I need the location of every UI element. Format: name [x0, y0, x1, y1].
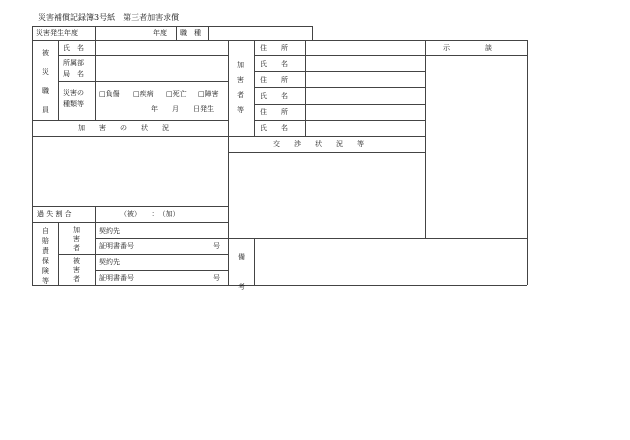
check-disability[interactable]: □障害 — [198, 90, 219, 98]
assailant-row-2: 氏 名 — [260, 60, 288, 68]
assailant-fields[interactable] — [307, 41, 423, 135]
assailant-contract-label: 契約先 — [99, 227, 120, 235]
form-title: 災害補償記録簿3号紙 第三者加害求償 — [38, 13, 180, 22]
dept-field[interactable] — [97, 56, 226, 80]
negotiation-label: 交 渉 状 況 等 — [273, 140, 364, 148]
occupation-label: 職 種 — [180, 29, 201, 37]
assailant-cert-label: 証明書番号 — [99, 242, 134, 250]
assailant-row-1: 住 所 — [260, 44, 288, 52]
insurance-side-label: 自賠責保険等 — [42, 227, 49, 285]
insurance-victim-label: 被害者 — [73, 257, 80, 283]
assailant-row-4: 氏 名 — [260, 92, 288, 100]
fault-ratio-label: 過 失 割 合 — [37, 210, 72, 218]
check-injury[interactable]: □負傷 — [99, 90, 120, 98]
occupation-field[interactable] — [210, 27, 310, 39]
disaster-year-field[interactable] — [97, 27, 152, 39]
dept-label-2: 局 名 — [63, 70, 84, 78]
check-illness[interactable]: □疾病 — [133, 90, 154, 98]
assailant-side-label: 加害者等 — [237, 61, 244, 114]
insurance-assailant-label: 加害者 — [73, 226, 80, 252]
victim-cert-label: 証明書番号 — [99, 274, 134, 282]
assailant-row-5: 住 所 — [260, 108, 288, 116]
victim-side-label: 被災職員 — [42, 49, 49, 114]
harm-status-label: 加 害 の 状 況 — [78, 124, 169, 132]
nendo-label: 年度 — [153, 29, 167, 37]
victim-contract-label: 契約先 — [99, 258, 120, 266]
instructions-label: 示 談 — [443, 44, 492, 52]
remarks-label: 備考 — [238, 253, 245, 291]
type-label-1: 災害の — [63, 89, 84, 97]
negotiation-field[interactable] — [230, 154, 423, 236]
instructions-field[interactable] — [427, 57, 525, 237]
remarks-field[interactable] — [256, 240, 525, 283]
harm-status-field[interactable] — [34, 138, 226, 204]
victim-cert-go: 号 — [213, 274, 220, 282]
assailant-row-6: 氏 名 — [260, 124, 288, 132]
dept-label-1: 所属部 — [63, 59, 84, 67]
type-label-2: 種類等 — [63, 100, 84, 108]
assailant-cert-go: 号 — [213, 242, 220, 250]
disaster-year-label: 災害発生年度 — [36, 29, 78, 37]
check-death[interactable]: □死亡 — [166, 90, 187, 98]
occurrence-date[interactable]: 年 月 日発生 — [151, 105, 214, 113]
fault-ratio-value[interactable]: （被） ： （加） — [120, 210, 180, 218]
victim-name-label: 氏 名 — [63, 44, 84, 52]
assailant-row-3: 住 所 — [260, 76, 288, 84]
victim-name-field[interactable] — [97, 41, 226, 54]
